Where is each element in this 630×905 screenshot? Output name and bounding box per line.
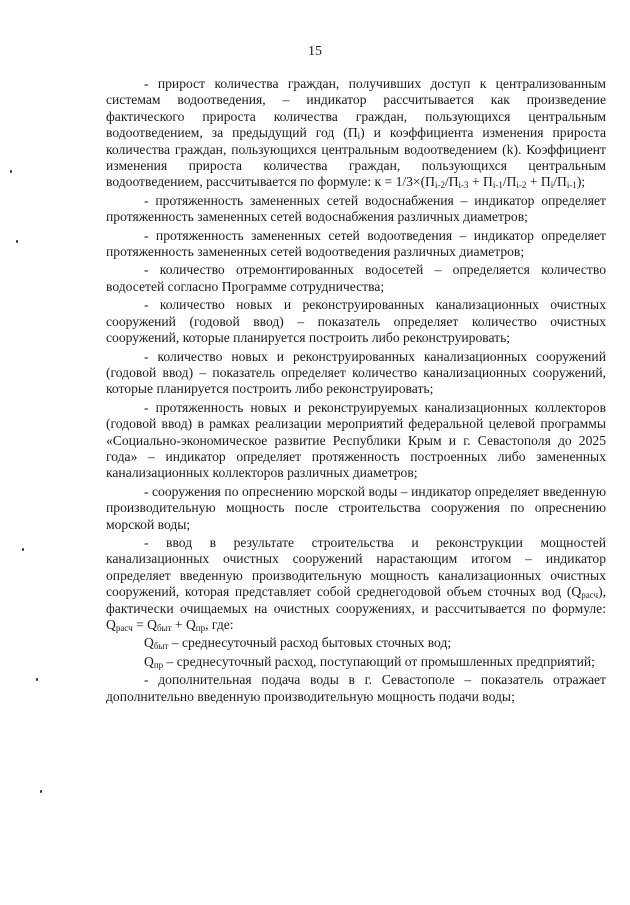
text-run: – среднесуточный расход, поступающий от промышленных предприятий; <box>163 653 595 669</box>
paragraph-p9 <box>106 535 606 633</box>
paragraph-p10 <box>106 635 606 651</box>
text-run: - протяженность замененных сетей водоотведения – индикатор определяет протяженность замененных сетей водоотведения различных диаметров; <box>106 227 606 260</box>
subscript: расч <box>581 590 599 601</box>
text-run: ) и коэффициента изменения прироста количества граждан, пользующихся центральным водоотведением (k). Коэффициент изменения прироста количества граждан, пользующихся центральным водоотведением, рассчитывается по формуле: к = 1/3×(П <box>106 125 606 190</box>
text-run: ); <box>576 174 586 190</box>
scan-speck <box>16 240 18 243</box>
text-run: , где: <box>205 617 234 632</box>
text-run: - прирост количества граждан, получивших доступ к централизованным системам водоотведения, – индикатор рассчитывается как произведение фактического прироста количества граждан, пользующихся центральным водоотведением, за предыдущий год (П <box>106 76 606 141</box>
scan-speck <box>40 790 42 793</box>
subscript: расч <box>115 623 133 633</box>
text-run: Q <box>144 653 154 669</box>
paragraph-p4 <box>106 262 606 295</box>
text-run: - количество новых и реконструированных канализационных сооружений (годовой ввод) – показатель определяет количество канализационных сооружений, которые планируется построить либо реконструировать; <box>106 348 606 397</box>
subscript: i <box>357 131 361 142</box>
text-run: - дополнительная подача воды в г. Севастополе – показатель отражает дополнительно введенную производительную мощность подачи воды; <box>106 672 606 704</box>
paragraph-p6 <box>106 349 606 398</box>
text-run: + Q <box>171 617 196 632</box>
paragraph-p8 <box>106 484 606 533</box>
text-run: + П <box>526 174 551 190</box>
text-run: - ввод в результате строительства и реконструкции мощностей канализационных очистных сооружений нарастающим итогом – индикатор определяет введенную производительную мощность канализационных очистных сооружений, которая представляет собой среднегодовой объем сточных вод (Q <box>106 534 606 600</box>
text-run: - протяженность новых и реконструируемых канализационных коллекторов (годовой ввод) в рамках реализации мероприятий федеральной целевой программы «Социально-экономическое развитие Республики Крым и г. Севастополя до 2025 года» – индикатор определяет протяженность построенных либо замененных канализационных коллекторов различных диаметров; <box>106 399 606 481</box>
subscript: быт <box>156 623 172 633</box>
text-run: - протяженность замененных сетей водоснабжения – индикатор определяет протяженность замененных сетей водоснабжения различных диаметров; <box>106 192 606 225</box>
text-run: + П <box>468 174 493 190</box>
text-run: – среднесуточный расход бытовых сточных вод; <box>168 635 452 651</box>
subscript: i-1 <box>492 180 503 191</box>
subscript: быт <box>153 641 169 652</box>
subscript: i-2 <box>516 180 527 191</box>
subscript: i-3 <box>458 180 469 191</box>
text-run: - сооружения по опреснению морской воды – индикатор определяет введенную производительную мощность после строительства сооружения по опреснению морской воды; <box>106 483 606 532</box>
paragraph-p5 <box>106 297 606 346</box>
text-run: Q <box>144 635 154 651</box>
paragraph-p3 <box>106 228 606 261</box>
scan-speck <box>36 678 38 681</box>
text-run: /П <box>444 174 459 190</box>
page-number: 15 <box>308 44 322 59</box>
text-run: - количество отремонтированных водосетей – определяется количество водосетей согласно Программе сотрудничества; <box>106 262 606 294</box>
text-run: - количество новых и реконструированных канализационных очистных сооружений (годовой ввод) – показатель определяет количество очистных сооружений, которые планируется построить либо реконструировать; <box>106 297 606 346</box>
subscript: i <box>550 180 554 191</box>
subscript: пр <box>195 623 206 633</box>
paragraph-p2 <box>106 193 606 226</box>
subscript: i-1 <box>566 180 577 191</box>
text-run: = Q <box>132 617 157 632</box>
scan-speck <box>22 548 24 551</box>
document-body <box>106 76 606 707</box>
paragraph-p12 <box>106 672 606 705</box>
scan-speck <box>10 170 12 173</box>
text-run: /П <box>502 174 517 190</box>
subscript: i-2 <box>434 180 445 191</box>
paragraph-p7 <box>106 400 606 482</box>
paragraph-p11 <box>106 654 606 670</box>
text-run: /П <box>553 174 567 190</box>
subscript: пр <box>153 659 164 670</box>
text-run: ), фактически очищаемых на очистных сооружениях, и рассчитывается по формуле: Q <box>106 584 606 632</box>
paragraph-p1 <box>106 76 606 191</box>
